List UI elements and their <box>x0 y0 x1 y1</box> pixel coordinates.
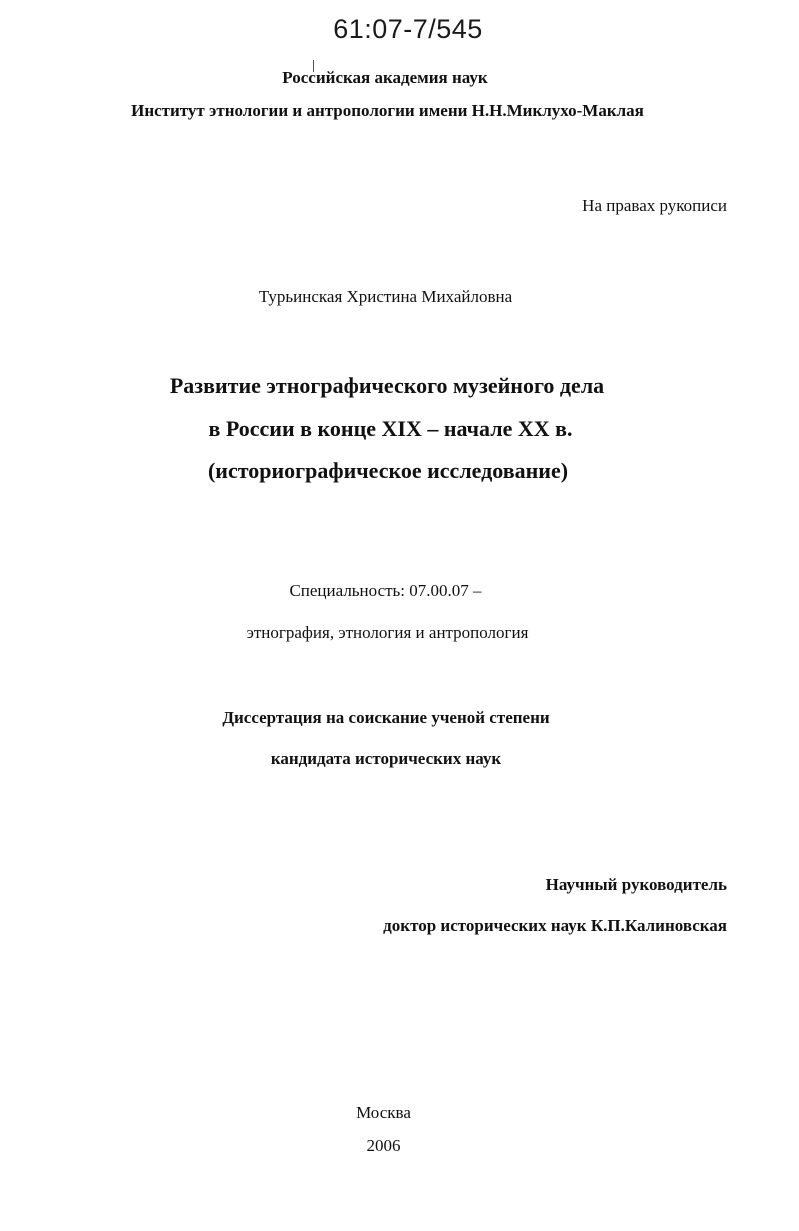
rights-note: На правах рукописи <box>582 196 727 215</box>
specialty-code: Специальность: 07.00.07 – <box>289 581 482 600</box>
year: 2006 <box>366 1136 401 1155</box>
organization-academy: Российская академия наук <box>282 68 488 87</box>
supervisor-label: Научный руководитель <box>545 875 727 894</box>
organization-institute: Институт этнологии и антропологии имени Н.Н.Миклухо-Маклая <box>131 101 644 120</box>
specialty-name: этнография, этнология и антропология <box>246 623 529 642</box>
catalog-number-stamp: 61:07-7/545 <box>333 14 483 44</box>
place: Москва <box>356 1103 411 1122</box>
supervisor-name: доктор исторических наук К.П.Калиновская <box>383 916 727 935</box>
degree-line-1: Диссертация на соискание ученой степени <box>222 708 550 727</box>
thesis-title-line-1: Развитие этнографического музейного дела <box>169 373 605 398</box>
thesis-title-line-3: (историографическое исследование) <box>207 458 569 483</box>
degree-line-2: кандидата исторических наук <box>270 749 502 768</box>
thesis-title-line-2: в России в конце XIX – начале XX в. <box>208 416 573 441</box>
author-name: Турьинская Христина Михайловна <box>258 287 513 306</box>
